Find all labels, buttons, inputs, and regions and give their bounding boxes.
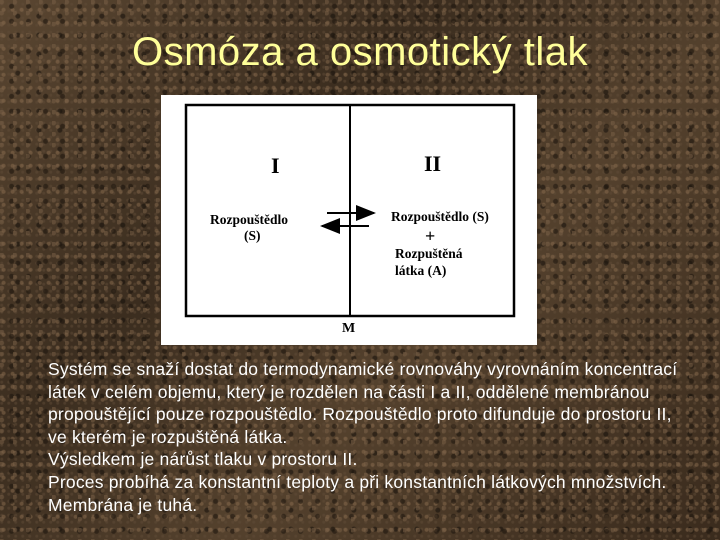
body-paragraph-2: Výsledkem je nárůst tlaku v prostoru II. xyxy=(48,449,358,470)
membrane-label: M xyxy=(342,321,356,336)
slide-body xyxy=(48,358,688,516)
slide-title: Osmóza a osmotický tlak xyxy=(131,30,589,74)
left-solvent-label: Rozpouštědlo xyxy=(210,212,289,227)
compartment-2-label: II xyxy=(424,151,442,176)
left-solvent-symbol: (S) xyxy=(244,228,261,243)
solute-label-line1: Rozpuštěná xyxy=(395,246,463,261)
body-paragraph-3: Proces probíhá za konstantní teploty a při konstantních látkových množstvích. Membrána je tuhá. xyxy=(48,471,667,515)
plus-sign: + xyxy=(425,226,436,246)
osmosis-diagram-svg xyxy=(161,95,537,345)
compartment-1-label: I xyxy=(271,153,280,178)
solute-label-line2: látka (A) xyxy=(395,263,447,278)
right-solvent-label: Rozpouštědlo (S) xyxy=(391,209,489,224)
osmosis-diagram xyxy=(161,95,537,345)
body-paragraph-1: Systém se snaží dostat do termodynamické rovnováhy vyrovnáním koncentrací látek v celém objemu, který je rozdělen na části I a II, oddělené membránou propouštějící pouze rozpouštědlo. Rozpouštědlo proto difunduje do prostoru II, ve kterém je rozpuštěná látka. xyxy=(48,359,678,447)
